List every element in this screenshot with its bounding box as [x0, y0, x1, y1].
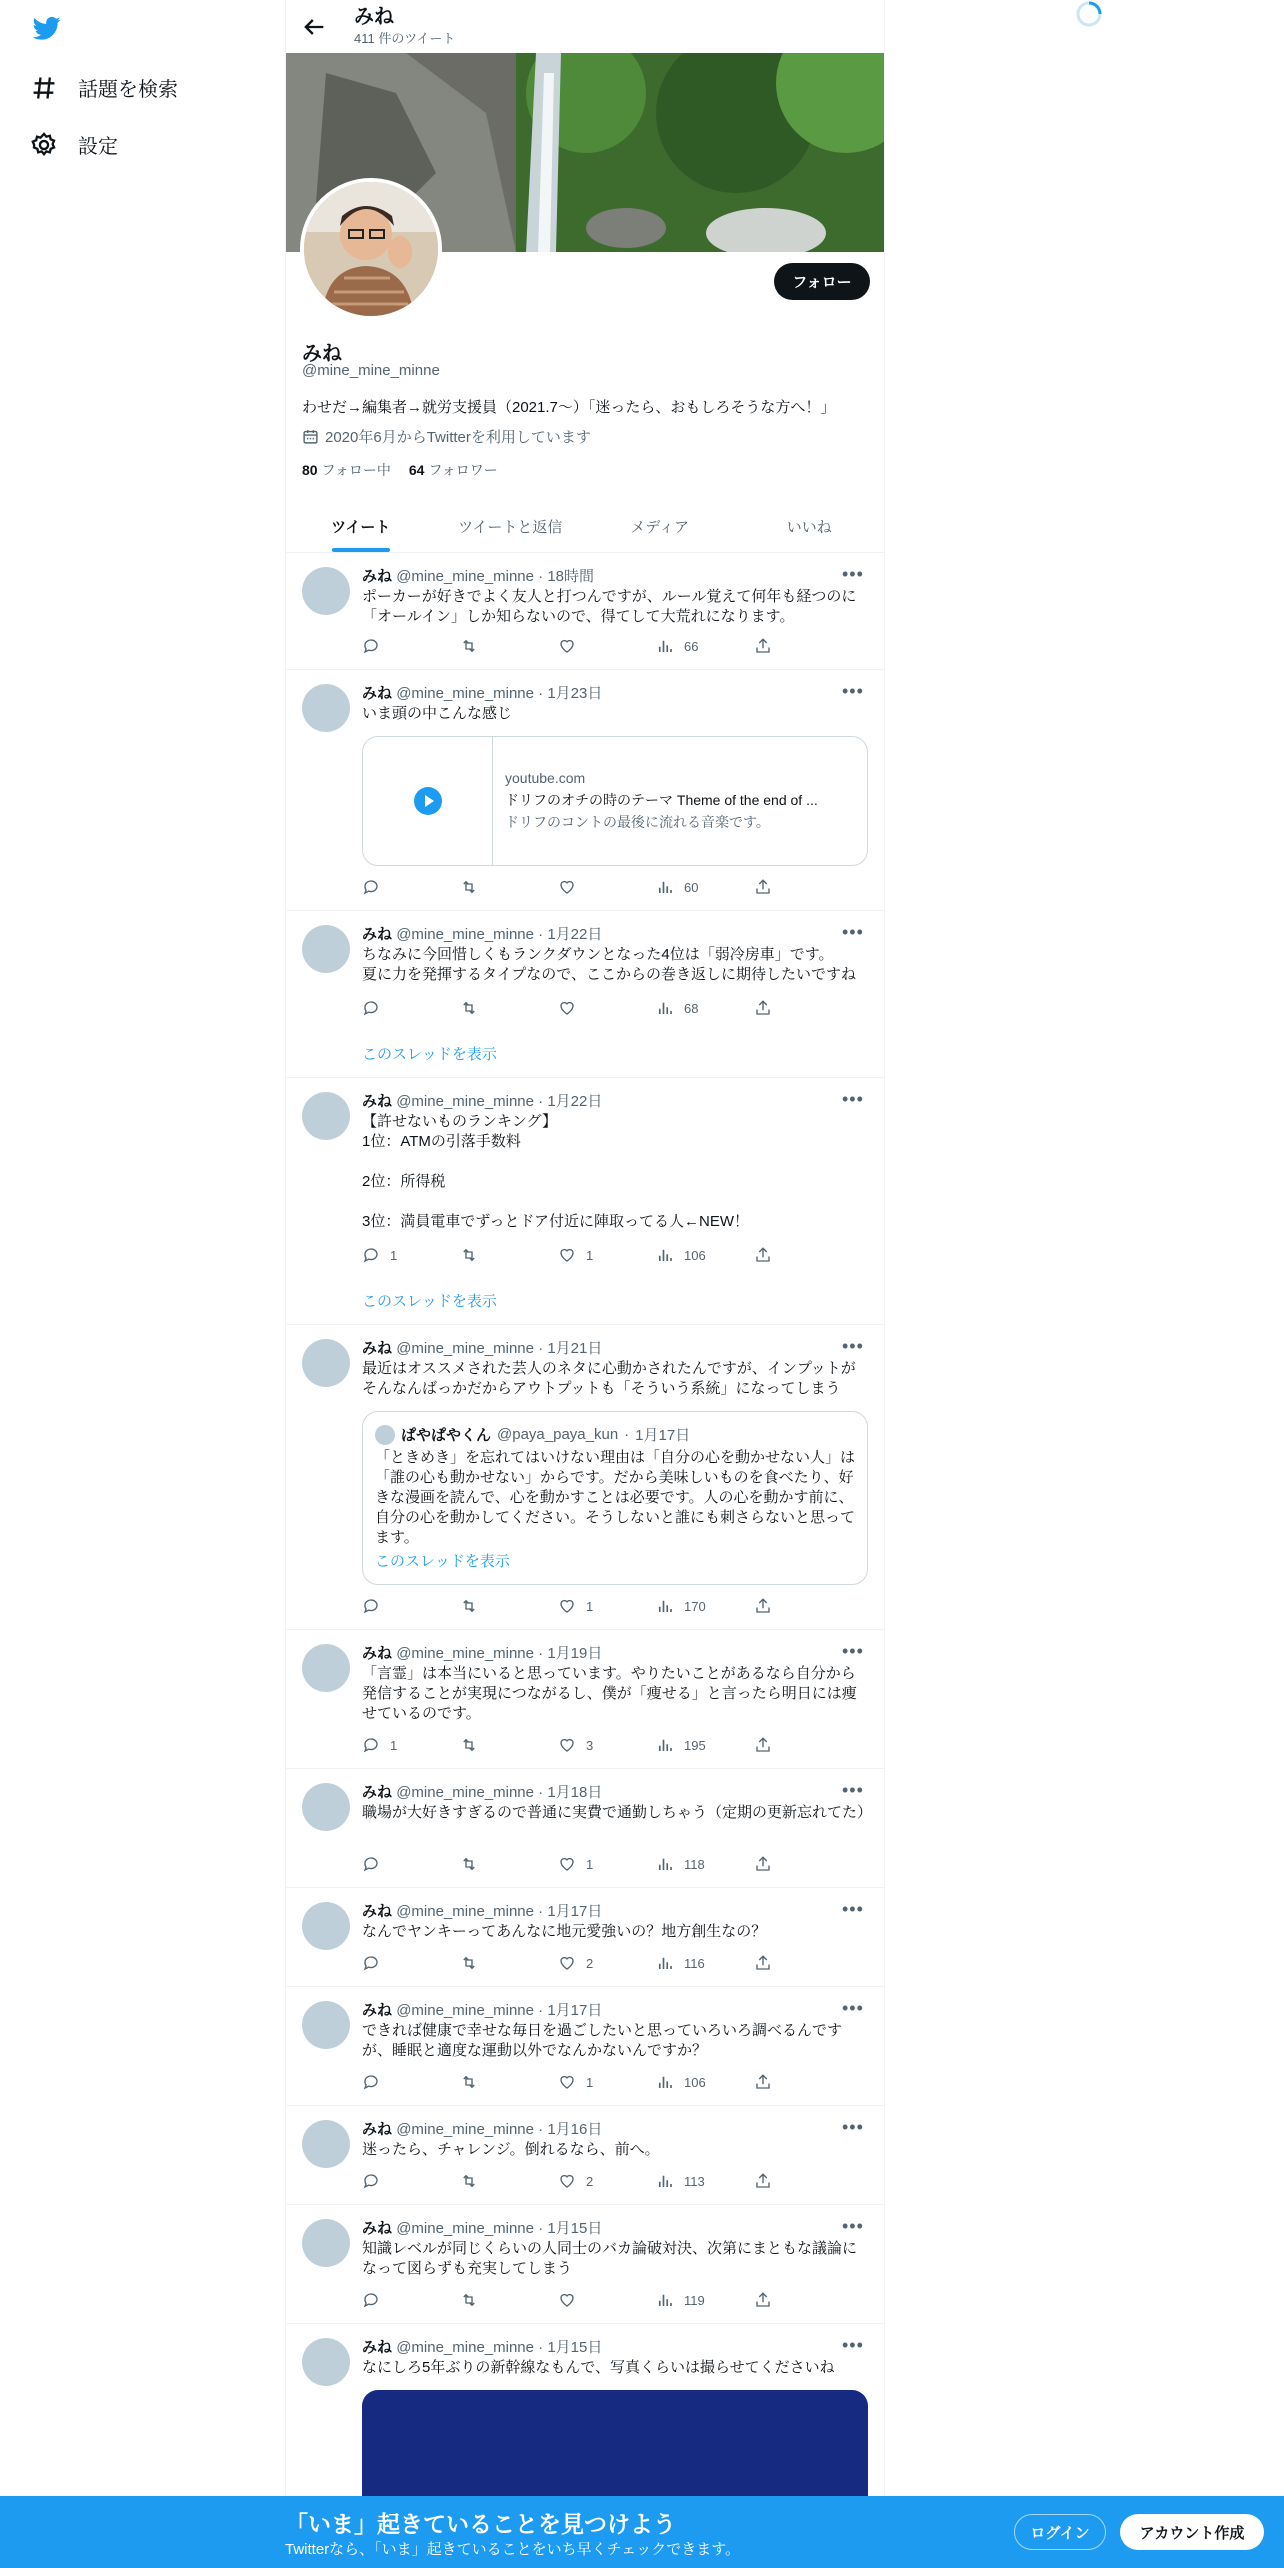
- retweet-button[interactable]: [460, 1736, 488, 1754]
- share-icon: [754, 878, 772, 896]
- tab-media[interactable]: メディア: [630, 518, 690, 536]
- back-arrow-icon[interactable]: [300, 13, 328, 41]
- more-icon[interactable]: •••: [842, 681, 864, 701]
- play-icon: [413, 786, 443, 816]
- following-link[interactable]: 80 フォロー中: [302, 462, 391, 478]
- more-icon[interactable]: •••: [842, 922, 864, 942]
- like-button[interactable]: [558, 2291, 586, 2309]
- tweet-header: みね @mine_mine_minne · 1月15日: [362, 2339, 603, 2356]
- tweet-text: ポーカーが好きでよく友人と打つんですが、ルール覚えて何年も経つのに「オールイン」しか知らないので、得てして大荒れになります。: [362, 588, 857, 625]
- views-button[interactable]: [656, 2172, 705, 2190]
- more-icon[interactable]: •••: [842, 1089, 864, 1109]
- profile-follow-stats: [302, 460, 498, 480]
- views-icon: [656, 1246, 674, 1264]
- retweet-icon: [460, 1246, 478, 1264]
- twitter-logo-icon[interactable]: [30, 14, 64, 42]
- share-button[interactable]: [754, 1855, 772, 1873]
- share-button[interactable]: [754, 2172, 772, 2190]
- reply-button[interactable]: [362, 1954, 390, 1972]
- retweet-button[interactable]: [460, 1597, 488, 1615]
- share-icon: [754, 1246, 772, 1264]
- tweet-text: いま頭の中こんな感じ: [362, 705, 513, 722]
- likes-count: 3: [586, 1737, 594, 1753]
- like-button[interactable]: [558, 1736, 593, 1754]
- tweet-avatar[interactable]: [302, 1339, 350, 1387]
- like-button[interactable]: [558, 999, 586, 1017]
- share-icon: [754, 2073, 772, 2091]
- heart-icon: [558, 2172, 576, 2190]
- share-icon: [754, 999, 772, 1017]
- views-count: 119: [684, 2292, 705, 2308]
- reply-icon: [362, 1246, 380, 1264]
- tweet[interactable]: [286, 553, 884, 670]
- share-button[interactable]: [754, 1954, 772, 1972]
- heart-icon: [558, 1246, 576, 1264]
- share-icon: [754, 2291, 772, 2309]
- share-icon: [754, 637, 772, 655]
- tweet-header: みね @mine_mine_minne · 1月17日: [362, 1903, 603, 1920]
- more-icon[interactable]: •••: [842, 1998, 864, 2018]
- views-button[interactable]: [656, 1597, 706, 1615]
- profile-avatar[interactable]: [300, 178, 442, 320]
- tweet-actions: [362, 1246, 792, 1266]
- tweet[interactable]: [286, 2106, 884, 2205]
- heart-icon: [558, 999, 576, 1017]
- tweet-avatar[interactable]: [302, 2219, 350, 2267]
- retweet-icon: [460, 637, 478, 655]
- profile-bio: わせだ→編集者→就労支援員（2021.7〜）「迷ったら、おもしろそうな方へ！」: [302, 399, 836, 416]
- like-button[interactable]: [558, 2073, 593, 2091]
- tweet[interactable]: [286, 1769, 884, 1888]
- tweet-actions: [362, 2172, 792, 2192]
- tab-tweets-and-replies[interactable]: ツイートと返信: [458, 518, 563, 536]
- like-button[interactable]: [558, 878, 586, 896]
- share-icon: [754, 1855, 772, 1873]
- likes-count: 2: [586, 2173, 594, 2189]
- retweet-icon: [460, 2172, 478, 2190]
- likes-count: 1: [586, 2074, 594, 2090]
- more-icon[interactable]: •••: [842, 1780, 864, 1800]
- profile-handle: @mine_mine_minne: [302, 362, 440, 379]
- share-icon: [754, 1736, 772, 1754]
- tweet-actions: [362, 2291, 792, 2311]
- tweet-text: 迷ったら、チャレンジ。倒れるなら、前へ。: [362, 2141, 660, 2158]
- heart-icon: [558, 637, 576, 655]
- retweet-button[interactable]: [460, 2291, 488, 2309]
- views-icon: [656, 637, 674, 655]
- views-button[interactable]: [656, 999, 698, 1017]
- tab-likes[interactable]: いいね: [786, 518, 832, 536]
- tweet-text: ちなみに今回惜しくもランクダウンとなった4位は「弱冷房車」です。 夏に力を発揮するタイプなので、ここからの巻き返しに期待したいですね: [362, 946, 856, 983]
- heart-icon: [558, 2073, 576, 2091]
- link-card-thumbnail: [363, 737, 493, 865]
- tweet-avatar[interactable]: [302, 567, 350, 615]
- header-name: みね: [354, 6, 394, 28]
- tweet-text: なにしろ5年ぶりの新幹線なもんで、写真くらいは撮らせてくださいね: [362, 2359, 835, 2376]
- nav-explore[interactable]: [30, 73, 178, 102]
- tweet-text: 知識レベルが同じくらいの人同士のバカ論破対決、次第にまともな議論になって図らずも充実してしまう: [362, 2240, 858, 2277]
- reply-icon: [362, 2073, 380, 2091]
- tweet-actions: [362, 637, 792, 657]
- like-button[interactable]: [558, 637, 586, 655]
- link-card-title: ドリフのオチの時のテーマ Theme of the end of ...: [505, 792, 818, 808]
- views-count: 118: [684, 1856, 705, 1872]
- heart-icon: [558, 1954, 576, 1972]
- like-button[interactable]: [558, 1855, 593, 1873]
- reply-button[interactable]: [362, 1597, 390, 1615]
- replies-count: 1: [390, 1247, 398, 1263]
- reply-icon: [362, 637, 380, 655]
- tweet-text: なんでヤンキーってあんなに地元愛強いの？地方創生なの？: [362, 1923, 767, 1940]
- retweet-icon: [460, 2291, 478, 2309]
- like-button[interactable]: [558, 1246, 593, 1264]
- tweet-text: できれば健康で幸せな毎日を過ごしたいと思っていろいろ調べるんですが、睡眠と適度な運動以外でなんかないんですか？: [362, 2022, 843, 2059]
- retweet-icon: [460, 878, 478, 896]
- followers-link[interactable]: 64 フォロワー: [408, 462, 498, 478]
- share-button[interactable]: [754, 1736, 772, 1754]
- reply-icon: [362, 878, 380, 896]
- tweet[interactable]: [286, 1078, 884, 1325]
- heart-icon: [558, 878, 576, 896]
- tweet-avatar[interactable]: [302, 1783, 350, 1831]
- likes-count: 1: [586, 1247, 594, 1263]
- tweet[interactable]: [286, 1987, 884, 2106]
- gear-icon: [30, 131, 58, 159]
- tweet-actions: [362, 878, 792, 898]
- link-card-description: ドリフのコントの最後に流れる音楽です。: [505, 814, 770, 830]
- show-thread-link[interactable]: このスレッドを表示: [362, 1293, 497, 1310]
- views-count: 195: [684, 1737, 706, 1753]
- reply-button[interactable]: [362, 878, 390, 896]
- quoted-tweet-text: 「ときめき」を忘れてはいけない理由は「自分の心を動かせない人」は「誰の心も動かせない」からです。だから美味しいものを食べたり、好きな漫画を読んで、心を動かすことは必要です。人の心を動かす前に、自分の心を動かしてください。そうしないと誰にも刺さらないと思ってます。: [375, 1449, 856, 1546]
- views-count: 60: [684, 879, 699, 895]
- share-button[interactable]: [754, 637, 772, 655]
- reply-icon: [362, 1736, 380, 1754]
- tweet-text: 「言霊」は本当にいると思っています。やりたいことがあるなら自分から発信することが実現につながるし、僕が「痩せる」と言ったら明日には痩せているのです。: [362, 1665, 857, 1722]
- reply-icon: [362, 1855, 380, 1873]
- tweet-avatar[interactable]: [302, 925, 350, 973]
- views-count: 66: [684, 638, 699, 654]
- tweet-actions: [362, 999, 792, 1019]
- reply-button[interactable]: [362, 1855, 390, 1873]
- views-button[interactable]: [656, 1855, 705, 1873]
- views-icon: [656, 2073, 674, 2091]
- retweet-icon: [460, 1954, 478, 1972]
- likes-count: 1: [586, 1598, 594, 1614]
- tweet-header: みね @mine_mine_minne · 1月15日: [362, 2220, 603, 2237]
- tweet-avatar[interactable]: [302, 1902, 350, 1950]
- views-count: 106: [684, 2074, 706, 2090]
- retweet-button[interactable]: [460, 637, 488, 655]
- tweet-avatar[interactable]: [302, 2120, 350, 2168]
- views-button[interactable]: [656, 1736, 706, 1754]
- views-count: 113: [684, 2173, 705, 2189]
- share-button[interactable]: [754, 2073, 772, 2091]
- login-button[interactable]: ログイン: [1014, 2514, 1106, 2550]
- profile-joined: [302, 426, 591, 447]
- views-button[interactable]: [656, 1246, 706, 1264]
- retweet-icon: [460, 1855, 478, 1873]
- profile-joined-text: 2020年6月からTwitterを利用しています: [325, 429, 591, 446]
- reply-icon: [362, 2291, 380, 2309]
- views-icon: [656, 2291, 674, 2309]
- like-button[interactable]: [558, 2172, 593, 2190]
- retweet-button[interactable]: [460, 1855, 488, 1873]
- views-icon: [656, 878, 674, 896]
- more-icon[interactable]: •••: [842, 1899, 864, 1919]
- heart-icon: [558, 1736, 576, 1754]
- tweet-text: 職場が大好きすぎるので普通に実費で通勤しちゃう（定期の更新忘れてた）: [362, 1804, 873, 1821]
- retweet-button[interactable]: [460, 1954, 488, 1972]
- signup-banner-subtitle: Twitterなら、「いま」起きていることをいち早くチェックできます。: [285, 2541, 741, 2558]
- quoted-tweet-header: ぱやぱやくん @paya_paya_kun · 1月17日: [375, 1424, 690, 1445]
- nav-settings[interactable]: [30, 130, 118, 159]
- tweet-actions: [362, 1855, 792, 1875]
- share-button[interactable]: [754, 999, 772, 1017]
- reply-icon: [362, 999, 380, 1017]
- reply-icon: [362, 1597, 380, 1615]
- quoted-tweet[interactable]: [362, 1411, 868, 1585]
- tweet-header: みね @mine_mine_minne · 1月18日: [362, 1784, 603, 1801]
- tweet-avatar[interactable]: [302, 2001, 350, 2049]
- like-button[interactable]: [558, 1954, 593, 1972]
- retweet-button[interactable]: [460, 1246, 488, 1264]
- reply-button[interactable]: [362, 1246, 397, 1264]
- tweet-actions: [362, 1736, 792, 1756]
- retweet-button[interactable]: [460, 999, 488, 1017]
- likes-count: 2: [586, 1955, 594, 1971]
- link-card-domain: youtube.com: [505, 770, 586, 786]
- signup-banner: [0, 2496, 1284, 2568]
- views-button[interactable]: [656, 2073, 706, 2091]
- retweet-icon: [460, 999, 478, 1017]
- views-count: 116: [684, 1955, 705, 1971]
- tweet-header: みね @mine_mine_minne · 1月19日: [362, 1645, 603, 1662]
- heart-icon: [558, 1597, 576, 1615]
- replies-count: 1: [390, 1737, 398, 1753]
- quoted-avatar: [375, 1425, 395, 1445]
- reply-button[interactable]: [362, 637, 390, 655]
- tweet[interactable]: [286, 1630, 884, 1769]
- reply-button[interactable]: [362, 2291, 390, 2309]
- tweet[interactable]: [286, 1888, 884, 1987]
- likes-count: 1: [586, 1856, 594, 1872]
- views-icon: [656, 1954, 674, 1972]
- tweet-actions: [362, 1954, 792, 1974]
- tweet-header: みね @mine_mine_minne · 1月16日: [362, 2121, 603, 2138]
- reply-icon: [362, 2172, 380, 2190]
- tab-tweets[interactable]: ツイート: [286, 500, 436, 552]
- more-icon[interactable]: •••: [842, 2117, 864, 2137]
- retweet-icon: [460, 2073, 478, 2091]
- tweet-header: みね @mine_mine_minne · 1月23日: [362, 685, 603, 702]
- tweet-actions: [362, 2073, 792, 2093]
- header-tweet-count: 411 件のツイート: [354, 31, 456, 46]
- more-icon[interactable]: •••: [842, 564, 864, 584]
- nav-settings-label: 設定: [78, 136, 118, 158]
- main-column: [285, 0, 885, 2568]
- reply-icon: [362, 1954, 380, 1972]
- views-icon: [656, 1736, 674, 1754]
- more-icon[interactable]: •••: [842, 1336, 864, 1356]
- tweet-header: みね @mine_mine_minne · 18時間: [362, 568, 595, 585]
- share-button[interactable]: [754, 2291, 772, 2309]
- views-count: 106: [684, 1247, 706, 1263]
- views-icon: [656, 1597, 674, 1615]
- tweet[interactable]: [286, 2205, 884, 2324]
- views-icon: [656, 999, 674, 1017]
- retweet-button[interactable]: [460, 2172, 488, 2190]
- show-thread-link[interactable]: このスレッドを表示: [362, 1046, 497, 1063]
- reply-button[interactable]: [362, 999, 390, 1017]
- tweet-avatar[interactable]: [302, 1092, 350, 1140]
- share-button[interactable]: [754, 1246, 772, 1264]
- share-icon: [754, 1597, 772, 1615]
- share-icon: [754, 2172, 772, 2190]
- tweet-header: みね @mine_mine_minne · 1月17日: [362, 2002, 603, 2019]
- more-icon[interactable]: •••: [842, 2216, 864, 2236]
- retweet-button[interactable]: [460, 2073, 488, 2091]
- tweet[interactable]: [286, 911, 884, 1078]
- views-button[interactable]: [656, 637, 698, 655]
- profile-tabs: [286, 500, 884, 553]
- loading-spinner-icon: [1075, 0, 1103, 28]
- heart-icon: [558, 2291, 576, 2309]
- tweet-avatar[interactable]: [302, 1644, 350, 1692]
- signup-banner-title: 「いま」起きていることを見つけよう: [285, 2511, 676, 2537]
- retweet-icon: [460, 1736, 478, 1754]
- tweet[interactable]: [286, 670, 884, 911]
- share-button[interactable]: [754, 878, 772, 896]
- views-button[interactable]: [656, 2291, 705, 2309]
- hashtag-icon: [30, 74, 58, 102]
- reply-button[interactable]: [362, 2172, 390, 2190]
- views-icon: [656, 1855, 674, 1873]
- profile-name: みね: [302, 343, 342, 365]
- more-icon[interactable]: •••: [842, 1641, 864, 1661]
- share-icon: [754, 1954, 772, 1972]
- tweet-header: みね @mine_mine_minne · 1月22日: [362, 926, 603, 943]
- show-thread-link[interactable]: このスレッドを表示: [375, 1553, 510, 1570]
- calendar-icon: [302, 428, 319, 445]
- views-count: 68: [684, 1000, 699, 1016]
- tweet-avatar[interactable]: [302, 2338, 350, 2386]
- retweet-button[interactable]: [460, 878, 488, 896]
- tweet-actions: [362, 1597, 792, 1617]
- share-button[interactable]: [754, 1597, 772, 1615]
- nav-explore-label: 話題を検索: [78, 79, 178, 101]
- views-count: 170: [684, 1598, 706, 1614]
- tweet-text: 【許せないものランキング】 1位：ATMの引落手数料 2位：所得税 3位：満員電車でずっとドア付近に陣取ってる人←NEW！: [362, 1113, 749, 1230]
- profile-header: [286, 0, 884, 53]
- tweet[interactable]: [286, 1325, 884, 1630]
- link-card[interactable]: [362, 736, 868, 866]
- like-button[interactable]: [558, 1597, 593, 1615]
- views-button[interactable]: [656, 1954, 705, 1972]
- reply-button[interactable]: [362, 1736, 397, 1754]
- tweet-text: 最近はオススメされた芸人のネタに心動かされたんですが、インプットがそんなんばっかだからアウトプットも「そういう系統」になってしまう: [362, 1360, 856, 1397]
- views-button[interactable]: [656, 878, 698, 896]
- tweet-header: みね @mine_mine_minne · 1月21日: [362, 1340, 603, 1357]
- signup-button[interactable]: アカウント作成: [1120, 2514, 1264, 2550]
- reply-button[interactable]: [362, 2073, 390, 2091]
- tweet-avatar[interactable]: [302, 684, 350, 732]
- heart-icon: [558, 1855, 576, 1873]
- retweet-icon: [460, 1597, 478, 1615]
- tweet-header: みね @mine_mine_minne · 1月22日: [362, 1093, 603, 1110]
- follow-button[interactable]: フォロー: [774, 263, 870, 300]
- views-icon: [656, 2172, 674, 2190]
- more-icon[interactable]: •••: [842, 2335, 864, 2355]
